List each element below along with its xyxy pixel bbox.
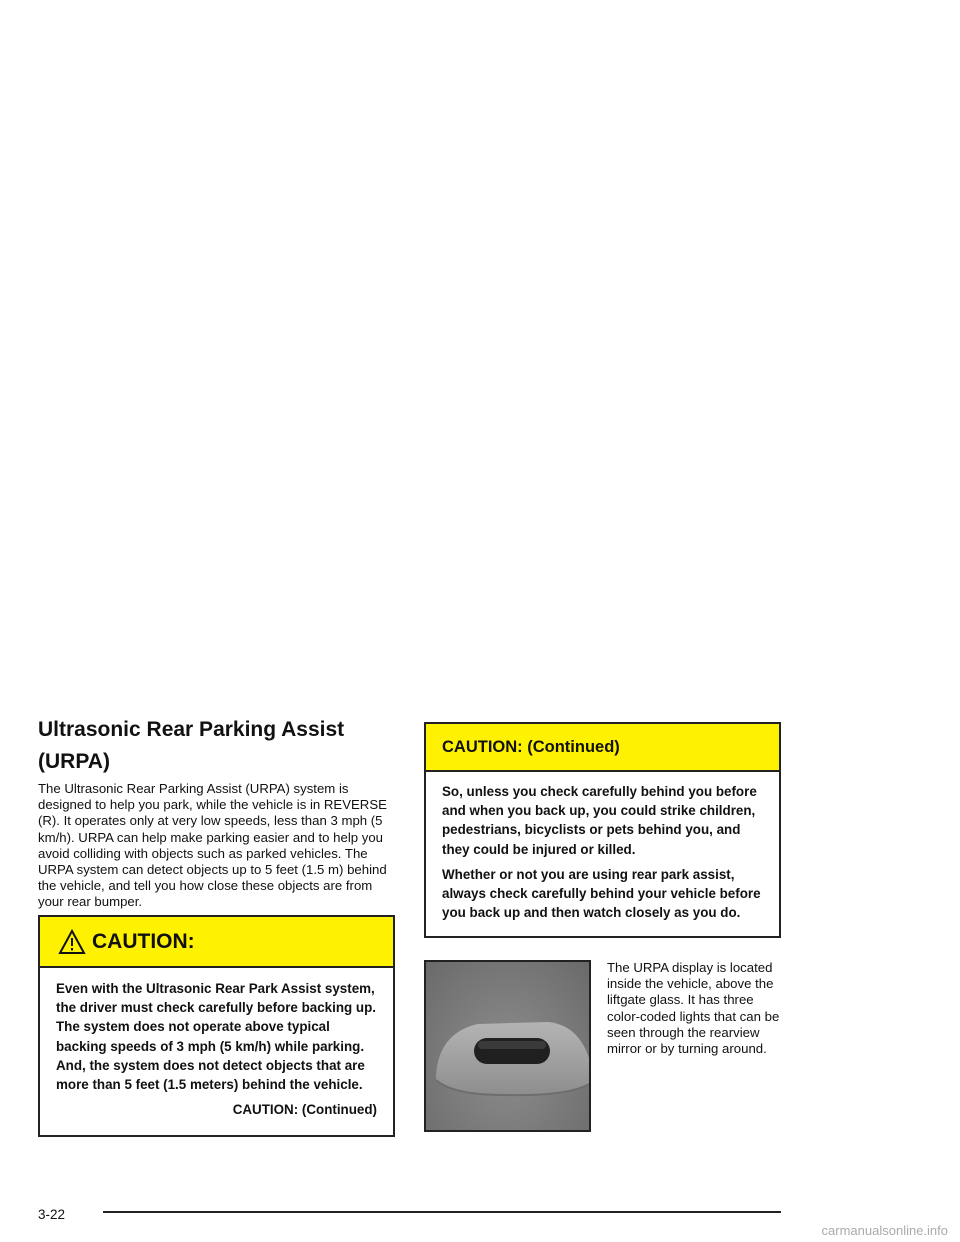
caution-title: CAUTION: [92,929,195,953]
caution-paragraph-2: Whether or not you are using rear park assist, always check carefully behind your vehicle before you back up and then watch closely as you do. [442,866,761,921]
urpa-display-description: The URPA display is located inside the vehicle, above the liftgate glass. It has three color-coded lights that can be seen through the rearview mirror or by turning around. [607,960,780,1057]
footer-rule [103,1211,781,1213]
caution-header [40,917,393,968]
caution-continued-note: CAUTION: (Continued) [232,1102,377,1118]
caution-continued-title: CAUTION: (Continued) [442,737,620,756]
urpa-display-illustration [426,962,589,1130]
urpa-intro-paragraph: The Ultrasonic Rear Parking Assist (URPA) system is designed to help you park, while the vehicle is in REVERSE (R). It operates only at very low speeds, less than 3 mph (5 km/h). URPA can help make parking easier and to help you avoid colliding with objects such as parked vehicles. The URPA system can detect objects up to 5 feet (1.5 m) behind the vehicle, and tell you how close these objects are from your rear bumper. [38,781,387,910]
watermark: carmanualsonline.info [821,1223,948,1238]
warning-triangle-icon [58,929,86,955]
urpa-display-photo [424,960,591,1132]
page-number: 3-22 [38,1207,66,1222]
caution-box [38,915,395,1137]
caution-text: Even with the Ultrasonic Rear Park Assist system, the driver must check carefully before backing up. The system does not operate above typical backing speeds of 3 mph (5 km/h) while parking. And, the system does not detect objects that are more than 5 feet (1.5 meters) behind the vehicle. [56,981,376,1093]
caution-continued-box [424,722,781,938]
section-heading: Ultrasonic Rear Parking Assist (URPA) [38,718,345,773]
caution-continued-header [426,724,779,772]
caution-paragraph-1: So, unless you check carefully behind you before and when you back up, you could strike children, pedestrians, bicyclists or pets behind you, and they could be injured or killed. [442,784,757,857]
